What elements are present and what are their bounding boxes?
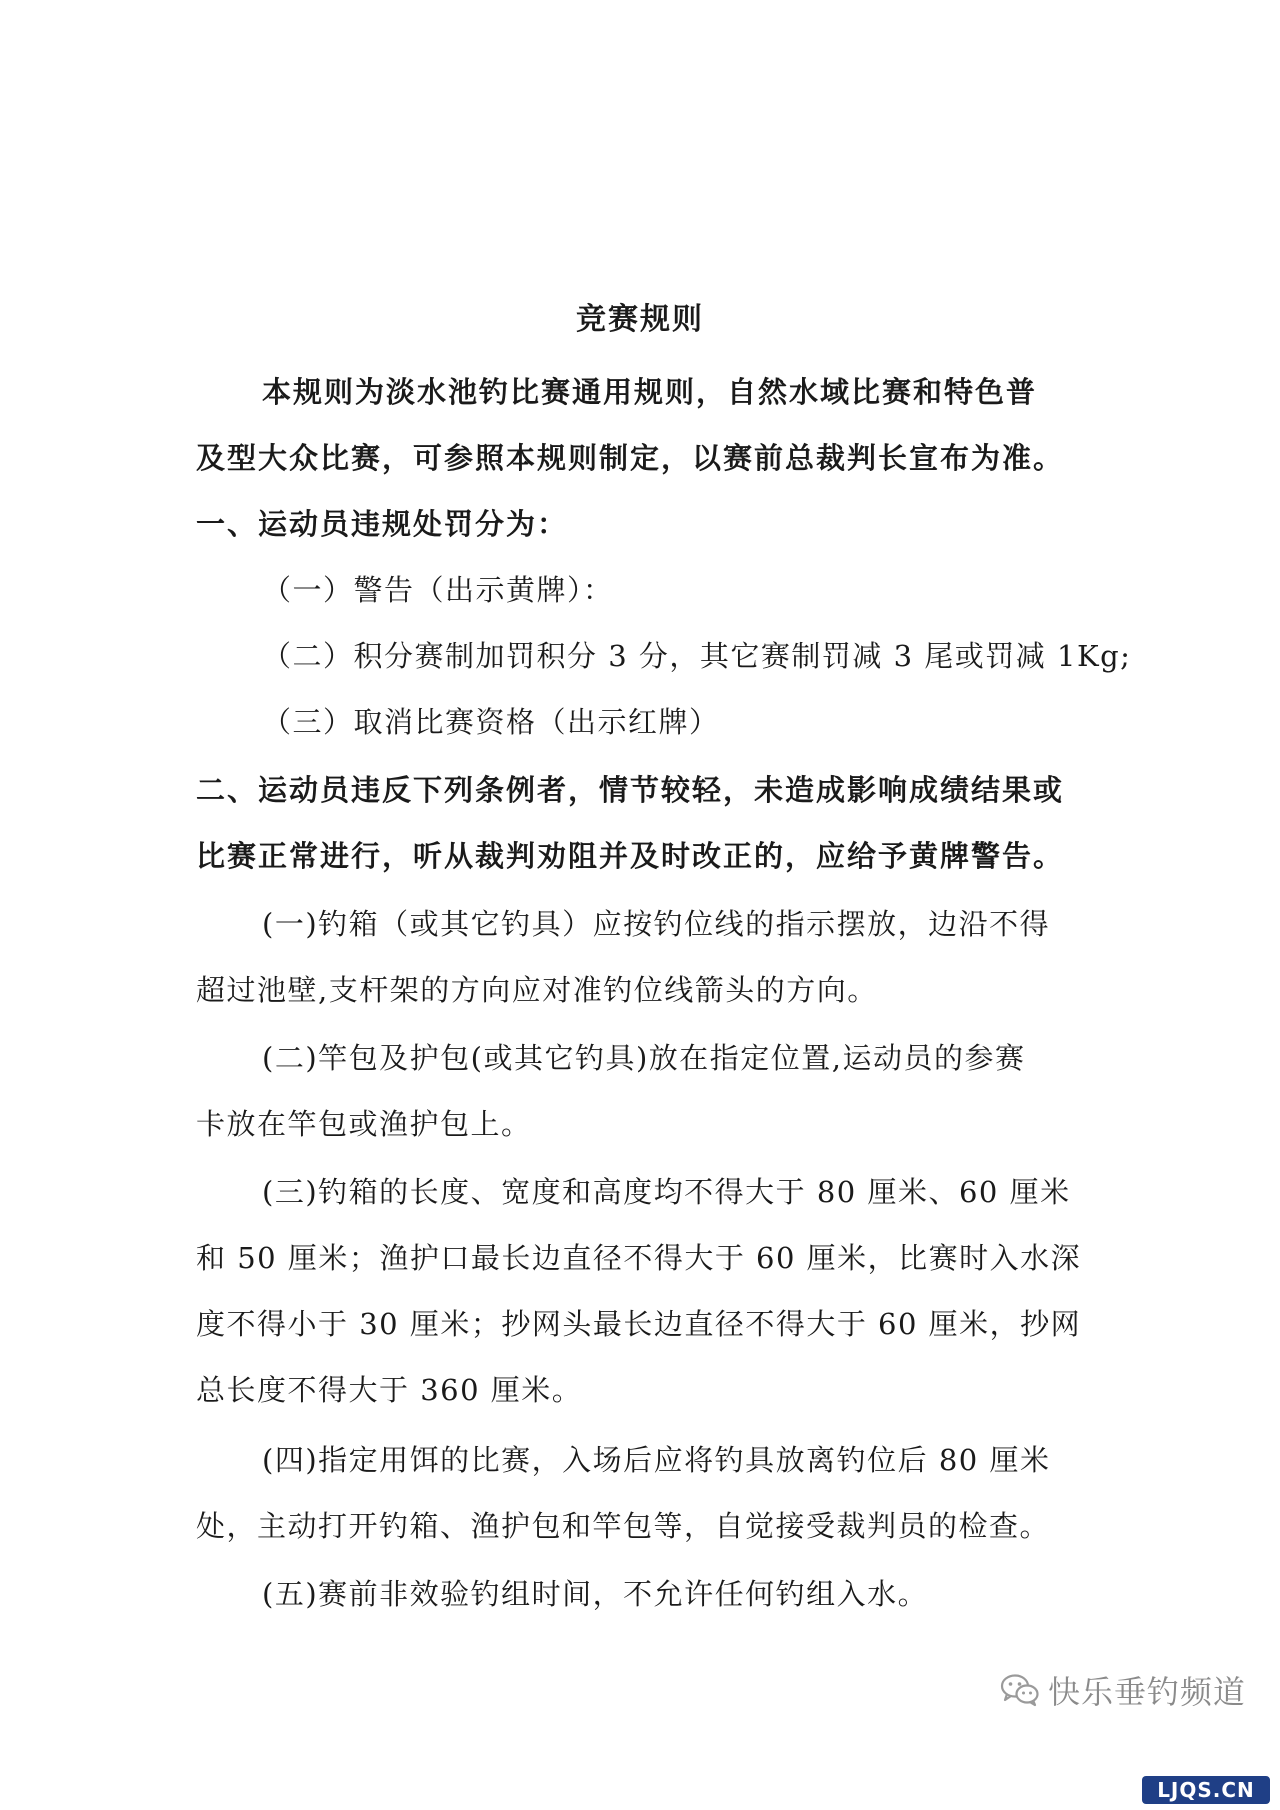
section-2-item-1-line-2: 超过池壁,支杆架的方向应对准钓位线箭头的方向。 bbox=[196, 973, 878, 1007]
section-2-item-3-line-3: 度不得小于 30 厘米；抄网头最长边直径不得大于 60 厘米，抄网 bbox=[196, 1307, 1082, 1341]
section-2-item-3-line-1: (三)钓箱的长度、宽度和高度均不得大于 80 厘米、60 厘米 bbox=[262, 1175, 1071, 1209]
section-2-item-2-line-2: 卡放在竿包或渔护包上。 bbox=[196, 1107, 532, 1141]
intro-line-1: 本规则为淡水池钓比赛通用规则，自然水域比赛和特色普 bbox=[262, 375, 1038, 409]
section-2-item-2-line-1: (二)竿包及护包(或其它钓具)放在指定位置,运动员的参赛 bbox=[262, 1041, 1026, 1075]
section-2-item-4-line-2: 处，主动打开钓箱、渔护包和竿包等，自觉接受裁判员的检查。 bbox=[196, 1509, 1051, 1543]
document-title: 竞赛规则 bbox=[576, 302, 704, 337]
section-1-heading: 一、运动员违规处罚分为： bbox=[196, 507, 569, 541]
section-2-item-5-line-1: (五)赛前非效验钓组时间，不允许任何钓组入水。 bbox=[262, 1577, 929, 1611]
site-badge-text: LJQS.CN bbox=[1157, 1778, 1255, 1802]
watermark bbox=[1000, 1667, 1246, 1713]
section-1-item-2: （二）积分赛制加罚积分 3 分，其它赛制罚减 3 尾或罚减 1Kg; bbox=[262, 639, 1132, 673]
section-2-item-3-line-4: 总长度不得大于 360 厘米。 bbox=[196, 1373, 583, 1407]
section-2-heading-line-2: 比赛正常进行，听从裁判劝阻并及时改正的，应给予黄牌警告。 bbox=[196, 839, 1065, 873]
section-1-item-1: （一）警告（出示黄牌）： bbox=[262, 573, 614, 607]
section-2-item-4-line-1: (四)指定用饵的比赛，入场后应将钓具放离钓位后 80 厘米 bbox=[262, 1443, 1051, 1477]
section-2-item-3-line-2: 和 50 厘米；渔护口最长边直径不得大于 60 厘米，比赛时入水深 bbox=[196, 1241, 1082, 1275]
wechat-icon bbox=[1000, 1673, 1040, 1707]
intro-line-2: 及型大众比赛，可参照本规则制定，以赛前总裁判长宣布为准。 bbox=[196, 441, 1065, 475]
section-2-item-1-line-1: (一)钓箱（或其它钓具）应按钓位线的指示摆放，边沿不得 bbox=[262, 907, 1051, 941]
section-1-item-3: （三）取消比赛资格（出示红牌） bbox=[262, 705, 720, 739]
site-badge bbox=[1142, 1776, 1270, 1804]
section-2-heading-line-1: 二、运动员违反下列条例者，情节较轻，未造成影响成绩结果或 bbox=[196, 773, 1065, 807]
watermark-text: 快乐垂钓频道 bbox=[1048, 1673, 1247, 1711]
